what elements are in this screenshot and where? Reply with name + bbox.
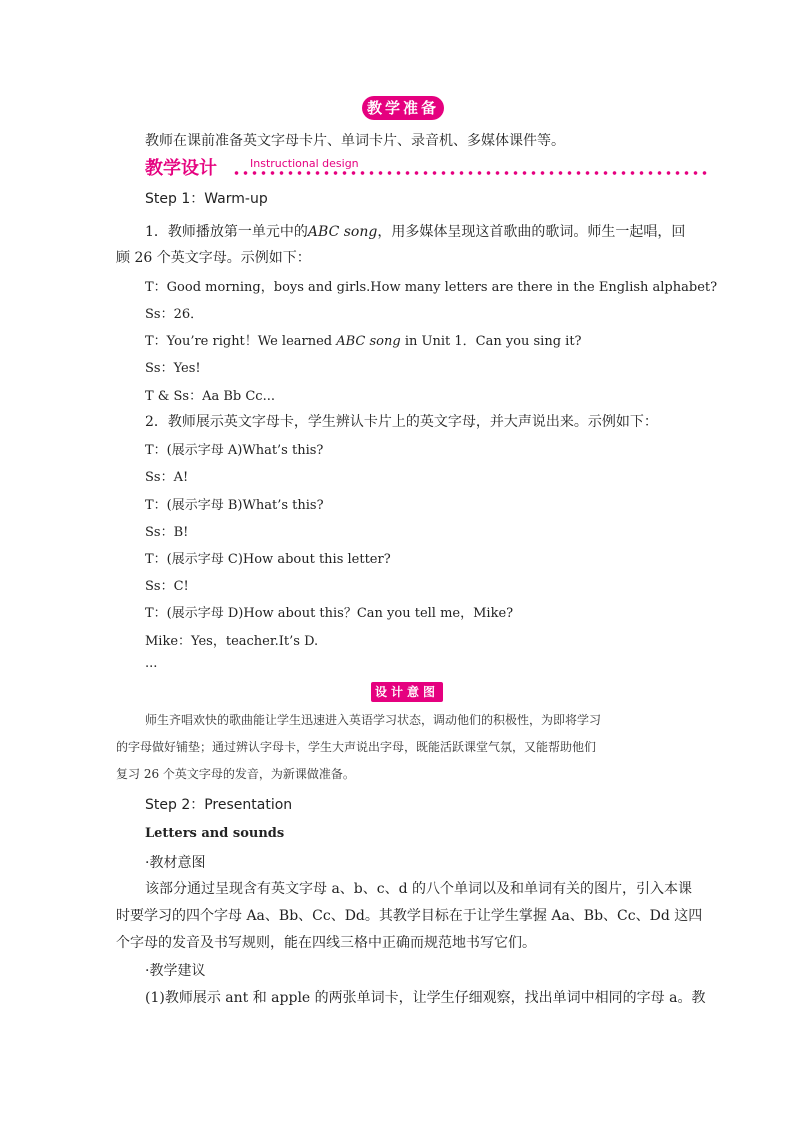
step2-title: Step 2：Presentation [145,797,293,813]
intent-line: 复习 26 个英文字母的发音，为新课做准备。 [116,767,355,781]
dialog-line: T：(展示字母 C)How about this letter? [145,552,391,567]
material-line: 该部分通过呈现含有英文字母 a、b、c、d 的八个单词以及和单词有关的图片，引入本课 [145,881,693,897]
teaching-suggestion-label: ·教学建议 [145,963,206,979]
dialog-line [145,330,582,349]
dialog-text-b: in Unit 1．Can you sing it? [400,334,582,349]
section-badge-intent: 设计意图 [371,682,443,702]
material-line: 个字母的发音及书写规则，能在四线三格中正确而规范地书写它们。 [116,935,536,951]
dialog-line: T：(展示字母 B)What’s this? [145,498,324,513]
intent-line: 的字母做好铺垫；通过辨认字母卡，学生大声说出字母，既能活跃课堂气氛，又能帮助他们 [116,740,597,754]
step1-title: Step 1：Warm-up [145,191,268,207]
material-line: 时要学习的四个字母 Aa、Bb、Cc、Dd。其教学目标在于让学生掌握 Aa、Bb、Cc、Dd 这四 [116,908,703,924]
dialog-song: ABC song [336,334,401,349]
intent-line: 师生齐唱欢快的歌曲能让学生迅速进入英语学习状态，调动他们的积极性，为即将学习 [145,713,602,727]
dialog-line: T：(展示字母 D)How about this？Can you tell me，Mike? [145,606,514,621]
dialog-text-a: T：You’re right！We learned [145,334,337,349]
dialog-line: T：(展示字母 A)What’s this? [145,443,324,458]
ellipsis: ... [145,656,158,671]
prep-text: 教师在课前准备英文字母卡片、单词卡片、录音机、多媒体课件等。 [145,133,565,149]
item2-line: 2．教师展示英文字母卡，学生辨认卡片上的英文字母，并大声说出来。示例如下： [145,414,658,430]
dialog-line: Ss：Yes! [145,361,201,376]
dotted-divider [232,170,708,176]
item1-line1 [145,221,685,241]
design-heading: 教学设计 [145,158,217,179]
item1-song: ABC song [307,224,378,240]
dialog-line: T：Good morning，boys and girls.How many letters are there in the English alphabet? [145,280,718,295]
dialog-line: Mike：Yes，teacher.It’s D. [145,634,319,649]
dialog-line: Ss：C! [145,579,189,594]
item1-line2: 顾 26 个英文字母。示例如下： [116,250,311,266]
suggestion-line: (1)教师展示 ant 和 apple 的两张单词卡，让学生仔细观察，找出单词中相同的字母 a。教 [145,990,706,1006]
item1-text-b: ，用多媒体呈现这首歌曲的歌词。师生一起唱，回 [377,224,686,240]
design-heading-en: Instructional design [250,157,359,170]
dialog-line: Ss：B! [145,525,189,540]
material-intent-label: ·教材意图 [145,855,206,871]
dialog-line: T & Ss：Aa Bb Cc... [145,389,275,404]
dialog-line: Ss：26． [145,307,204,322]
subsection-title: Letters and sounds [145,826,285,841]
dialog-line: Ss：A! [145,470,189,485]
section-badge-prep: 教学准备 [362,96,444,120]
item1-text-a: 1．教师播放第一单元中的 [145,224,308,240]
